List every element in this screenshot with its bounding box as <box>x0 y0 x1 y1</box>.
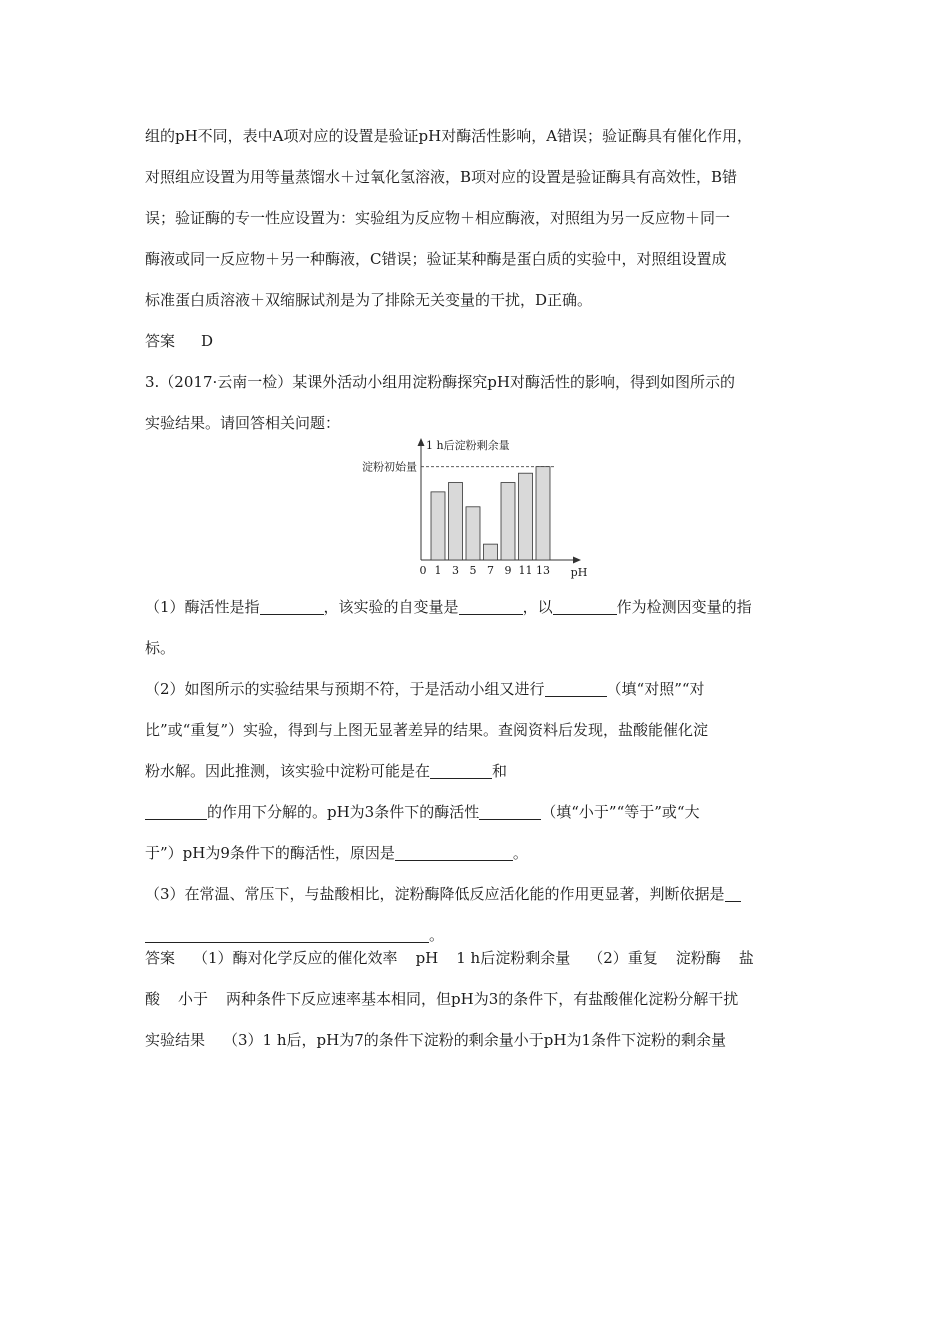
answer-blank[interactable] <box>725 885 741 902</box>
sub3-line1 <box>145 874 810 915</box>
sub2-text: 。 <box>512 844 528 862</box>
x-tick-label: 7 <box>487 564 494 577</box>
answer-text: 实验结果 <box>145 1031 206 1049</box>
answer-text: 小于 <box>178 990 209 1008</box>
answer-value: D <box>201 332 214 350</box>
sub1-text: ，以 <box>522 598 553 616</box>
x-tick-label: 9 <box>504 564 512 577</box>
x-axis-label: pH <box>570 566 588 579</box>
bar <box>449 483 463 560</box>
sub2-text: （2）如图所示的实验结果与预期不符，于是活动小组又进行 <box>145 680 545 698</box>
answer3-block <box>145 938 810 1061</box>
initial-amount-label: 淀粉初始量 <box>362 460 417 474</box>
x-tick-label: 5 <box>469 564 477 577</box>
x-axis-arrow <box>573 557 581 564</box>
sub2-line1 <box>145 669 810 710</box>
answer-text: 1 h后淀粉剩余量 <box>456 949 571 967</box>
answer-text: （1）酶对化学反应的催化效率 <box>193 949 398 967</box>
answer-blank[interactable] <box>459 598 523 615</box>
sub2-text: （填“小于”“等于”或“大 <box>541 803 700 821</box>
x-tick-label: 3 <box>452 564 459 577</box>
explanation-line: 对照组应设置为用等量蒸馏水＋过氧化氢溶液，B项对应的设置是验证酶具有高效性，B错 <box>145 168 738 186</box>
answer-blank[interactable] <box>545 680 607 697</box>
answer-label: 答案 <box>145 332 176 350</box>
answer-blank[interactable] <box>479 803 541 820</box>
answer-line-q2 <box>145 321 810 362</box>
explanation-paragraph <box>145 116 810 444</box>
x-tick-label: 0 <box>419 564 427 577</box>
explanation-line: 组的pH不同，表中A项对应的设置是验证pH对酶活性影响，A错误；验证酶具有催化作用， <box>145 127 753 145</box>
ph-starch-bar-chart <box>345 432 605 584</box>
answer-text: pH <box>415 949 439 967</box>
bar <box>536 467 550 560</box>
sub1-text: ，该实验的自变量是 <box>323 598 459 616</box>
x-tick-label: 11 <box>518 564 533 577</box>
sub3-text: 。 <box>429 926 445 944</box>
bar <box>519 473 533 560</box>
sub1-line2: 标。 <box>145 639 176 657</box>
answer-blank[interactable] <box>260 598 324 615</box>
sub1-text: （1）酶活性是指 <box>145 598 260 616</box>
question3-stem-line2: 实验结果。请回答相关问题： <box>145 414 341 432</box>
answer-blank[interactable] <box>430 762 492 779</box>
answer-blank[interactable] <box>553 598 617 615</box>
explanation-line: 标准蛋白质溶液＋双缩脲试剂是为了排除无关变量的干扰，D正确。 <box>145 291 593 309</box>
sub2-line2: 比”或“重复”）实验，得到与上图无显著差异的结果。查阅资料后发现，盐酸能催化淀 <box>145 721 709 739</box>
answer-text: 酸 <box>145 990 161 1008</box>
bar <box>501 483 515 560</box>
answer3-line1 <box>145 938 810 979</box>
explanation-line: 酶液或同一反应物＋另一种酶液，C错误；验证某种酶是蛋白质的实验中，对照组设置成 <box>145 250 727 268</box>
bar <box>484 544 498 560</box>
answer3-line2 <box>145 979 810 1020</box>
bar <box>466 507 480 560</box>
sub2-text: 的作用下分解的。pH为3条件下的酶活性 <box>207 803 480 821</box>
sub2-text: 和 <box>492 762 508 780</box>
answer3-line3 <box>145 1020 810 1061</box>
sub1-line1 <box>145 587 810 628</box>
y-axis-label: 1 h后淀粉剩余量 <box>426 439 510 452</box>
answer-text: 盐 <box>738 949 754 967</box>
sub2-line4 <box>145 792 810 833</box>
answer-text: （3）1 h后，pH为7的条件下淀粉的剩余量小于pH为1条件下淀粉的剩余量 <box>223 1031 726 1049</box>
explanation-line: 误；验证酶的专一性应设置为：实验组为反应物＋相应酶液，对照组为另一反应物＋同一 <box>145 209 731 227</box>
sub1-text: 作为检测因变量的指 <box>616 598 752 616</box>
x-tick-label: 13 <box>536 564 550 577</box>
answer-label: 答案 <box>145 949 176 967</box>
question3-stem-line1: 3.（2017·云南一检）某课外活动小组用淀粉酶探究pH对酶活性的影响，得到如图所示的 <box>145 373 735 391</box>
sub3-text: （3）在常温、常压下，与盐酸相比，淀粉酶降低反应活化能的作用更显著，判断依据是 <box>145 885 725 903</box>
sub2-text: 于”）pH为9条件下的酶活性，原因是 <box>145 844 395 862</box>
answer-blank[interactable] <box>145 803 207 820</box>
answer-text: 淀粉酶 <box>675 949 721 967</box>
question3-subquestions <box>145 587 810 956</box>
sub2-line3 <box>145 751 810 792</box>
sub2-line5 <box>145 833 810 874</box>
y-axis-arrow <box>418 438 425 446</box>
answer-blank[interactable] <box>395 844 513 861</box>
x-tick-label: 1 <box>434 564 442 577</box>
bar <box>431 492 445 560</box>
sub2-text: （填“对照”“对 <box>606 680 705 698</box>
answer-text: （2）重复 <box>588 949 658 967</box>
sub2-text: 粉水解。因此推测，该实验中淀粉可能是在 <box>145 762 431 780</box>
answer-text: 两种条件下反应速率基本相同，但pH为3的条件下，有盐酸催化淀粉分解干扰 <box>226 990 739 1008</box>
